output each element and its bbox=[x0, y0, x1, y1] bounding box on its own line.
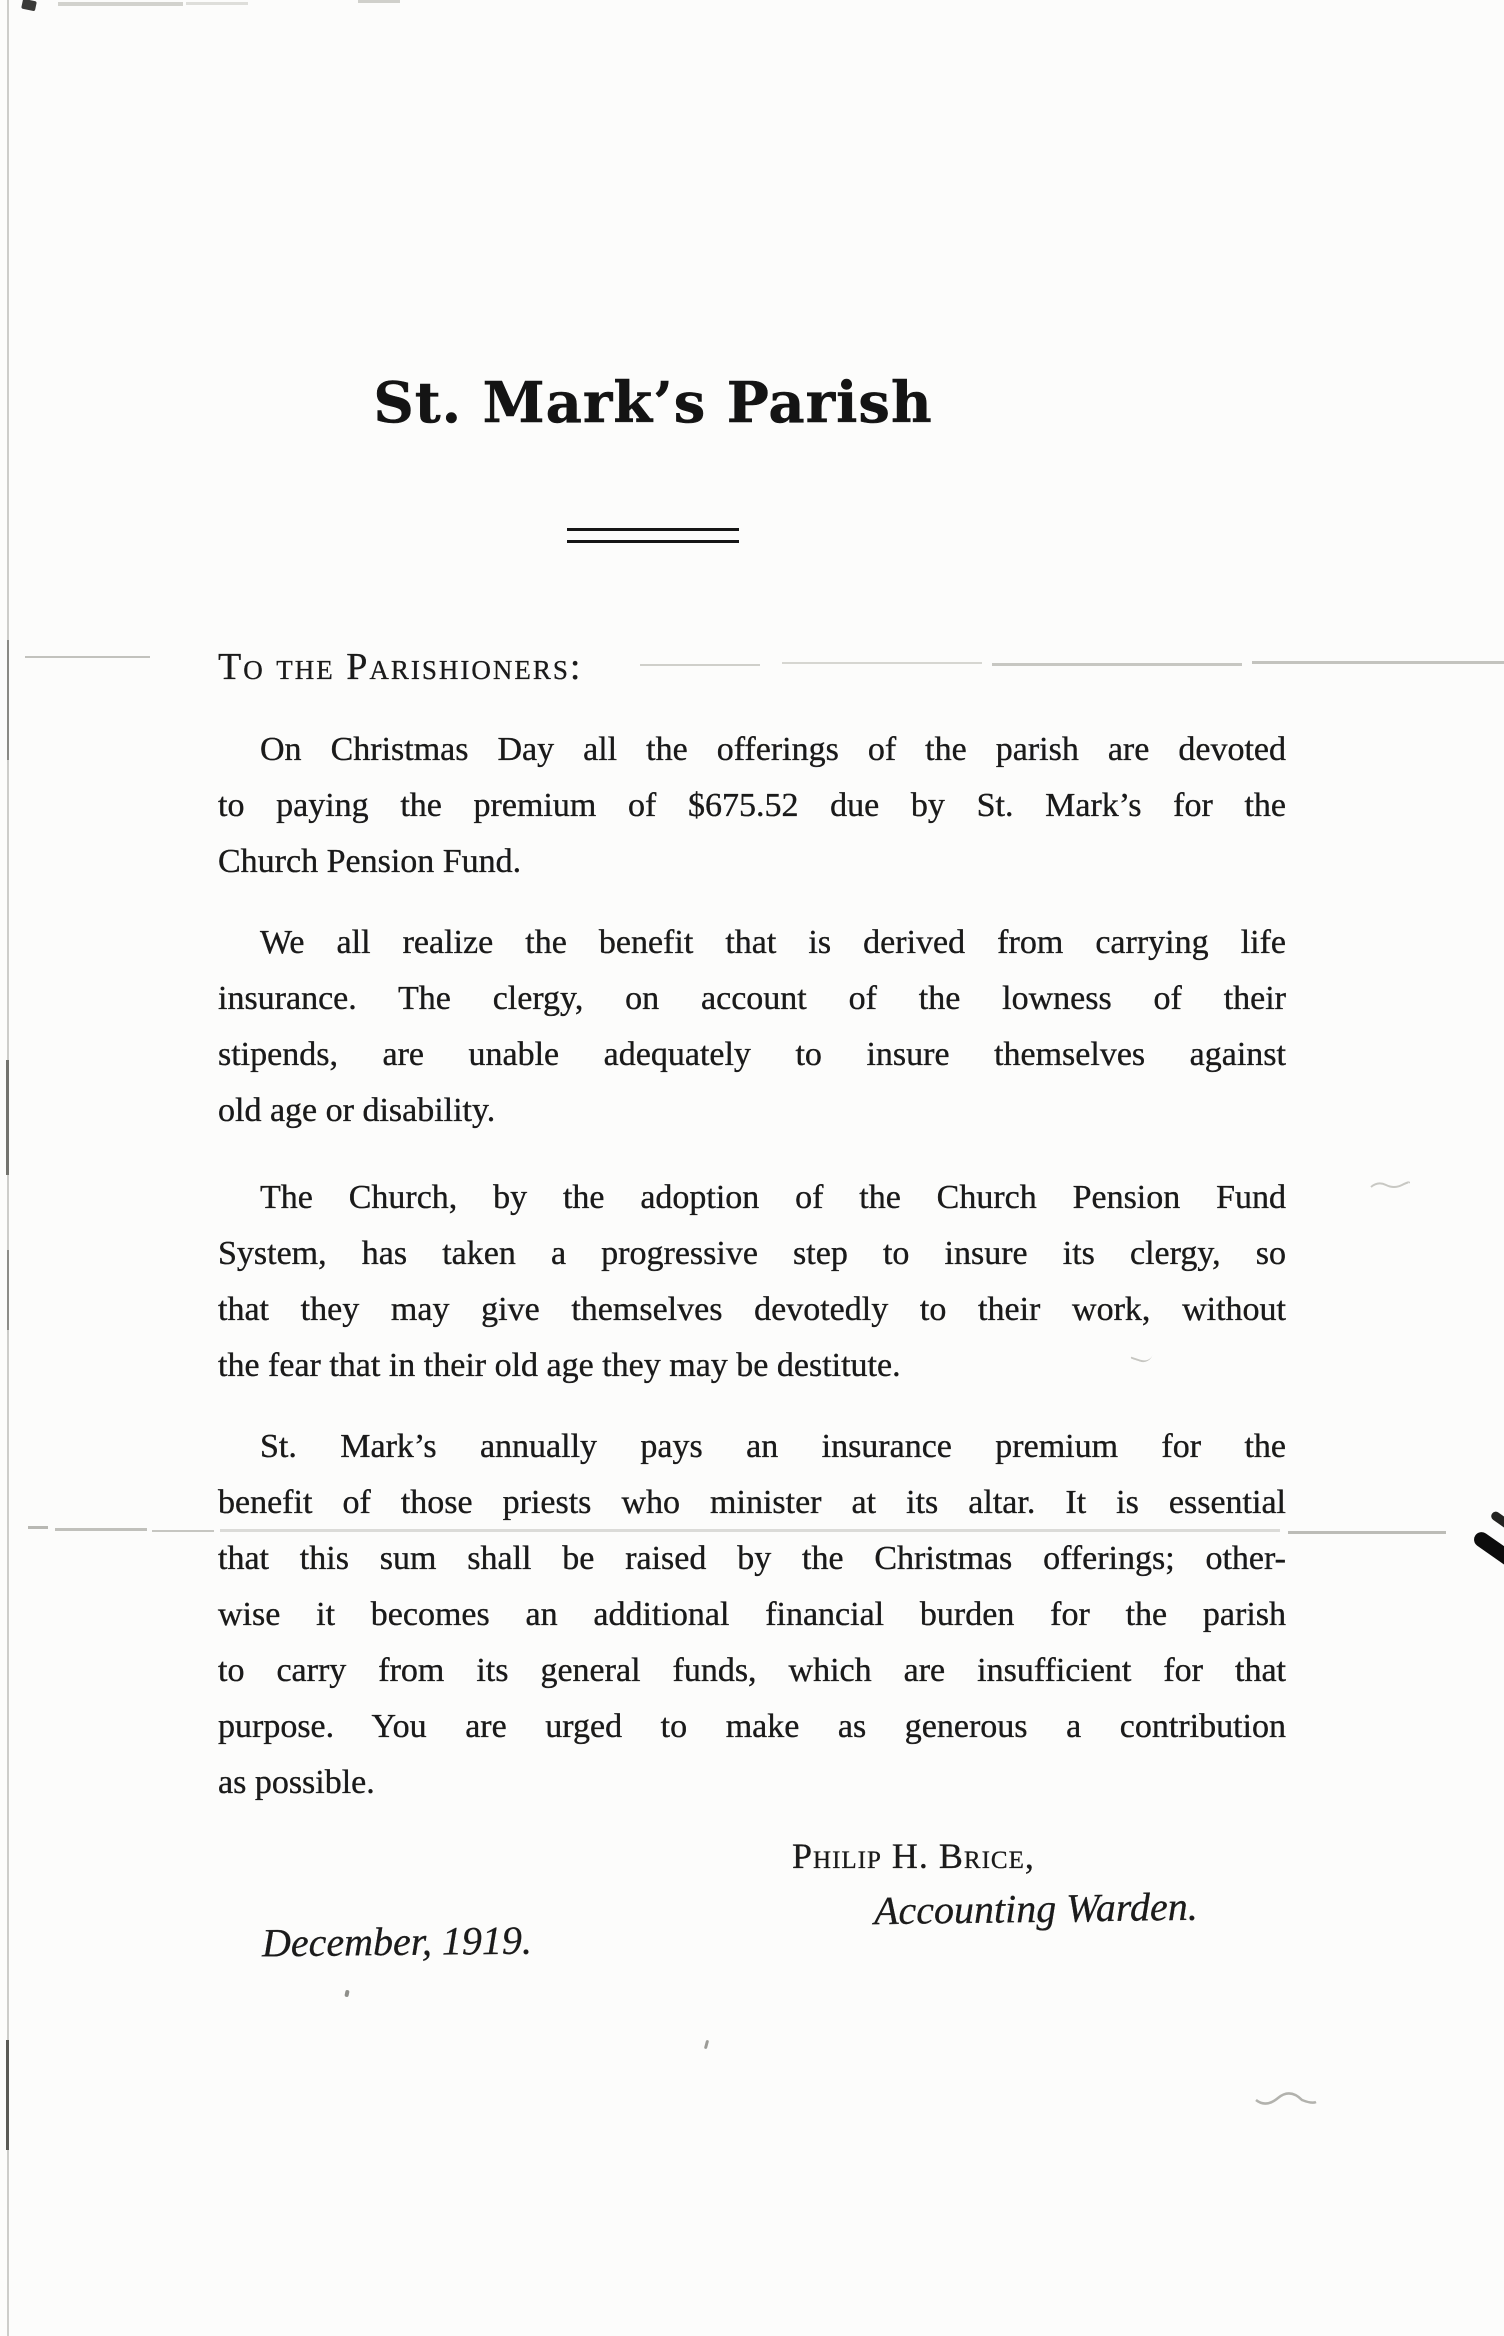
paragraph-line: System, has taken a progressive step to insure its clergy, so bbox=[218, 1235, 1286, 1272]
fold-crease-line bbox=[55, 1528, 147, 1531]
fold-crease-line bbox=[640, 664, 760, 666]
page-title: St. Mark’s Parish bbox=[373, 370, 933, 436]
fold-crease-line bbox=[992, 663, 1242, 666]
scan-top-mark bbox=[21, 0, 37, 11]
paragraph-line: St. Mark’s annually pays an insurance premium for the bbox=[260, 1428, 1286, 1465]
scan-edge-segment bbox=[7, 1250, 9, 1330]
paragraph-line: to paying the premium of $675.52 due by St. Mark’s for the bbox=[218, 787, 1286, 824]
paragraph-line: Church Pension Fund. bbox=[218, 843, 522, 880]
salutation: To the Parishioners: bbox=[218, 646, 583, 688]
fold-crease-line bbox=[782, 662, 982, 664]
paragraph-line: insurance. The clergy, on account of the lowness of their bbox=[218, 980, 1286, 1017]
letter-header bbox=[188, 370, 1118, 436]
divider-rule-top bbox=[567, 528, 739, 531]
date-line: December, 1919. bbox=[261, 1917, 533, 1966]
paragraph-line: the fear that in their old age they may be destitute. bbox=[218, 1347, 901, 1384]
paragraph-line: stipends, are unable adequately to insure themselves against bbox=[218, 1036, 1286, 1073]
paragraph-line: purpose. You are urged to make as generous a contribution bbox=[218, 1708, 1286, 1745]
fold-crease-line bbox=[1288, 1531, 1446, 1534]
paragraph-line: to carry from its general funds, which are insufficient for that bbox=[218, 1652, 1286, 1689]
paragraph-line: wise it becomes an additional financial burden for the parish bbox=[218, 1596, 1286, 1633]
paragraph bbox=[218, 1170, 1286, 1394]
squiggle-artifact bbox=[1254, 2088, 1334, 2110]
scan-edge-segment bbox=[6, 2040, 9, 2150]
signature-role: Accounting Warden. bbox=[873, 1883, 1198, 1934]
fold-crease-line bbox=[1252, 661, 1504, 664]
scan-edge-segment bbox=[7, 640, 9, 760]
fold-crease-line bbox=[25, 656, 150, 658]
signature-name: Philip H. Brice, bbox=[792, 1836, 1035, 1876]
paragraph-line: that this sum shall be raised by the Christmas offerings; other- bbox=[218, 1540, 1286, 1577]
paragraph bbox=[218, 722, 1286, 890]
tilde-artifact bbox=[1370, 1178, 1410, 1192]
title-divider bbox=[188, 528, 1118, 543]
dot-artifact bbox=[344, 1990, 349, 1998]
paragraph bbox=[218, 1419, 1286, 1811]
paragraph-line: On Christmas Day all the offerings of the parish are devoted bbox=[260, 731, 1286, 768]
paragraph-line: old age or disability. bbox=[218, 1092, 496, 1129]
fold-crease-line bbox=[152, 1530, 214, 1532]
scan-top-smudge bbox=[58, 2, 183, 6]
paragraph bbox=[218, 915, 1286, 1139]
paragraph-line: benefit of those priests who minister at its altar. It is essential bbox=[218, 1484, 1286, 1521]
scan-edge-segment bbox=[6, 1060, 9, 1175]
paragraph-line: as possible. bbox=[218, 1764, 375, 1801]
divider-rule-bottom bbox=[567, 540, 739, 543]
dot-artifact bbox=[704, 2040, 709, 2049]
fold-crease-line bbox=[28, 1526, 48, 1529]
paragraph-line: The Church, by the adoption of the Church Pension Fund bbox=[260, 1179, 1286, 1216]
paragraph-line: that they may give themselves devotedly to their work, without bbox=[218, 1291, 1286, 1328]
scan-top-smudge bbox=[358, 0, 400, 3]
paragraph-line: We all realize the benefit that is derived from carrying life bbox=[260, 924, 1286, 961]
checkmark-artifact bbox=[1471, 1529, 1504, 1576]
scan-top-smudge bbox=[186, 2, 248, 5]
